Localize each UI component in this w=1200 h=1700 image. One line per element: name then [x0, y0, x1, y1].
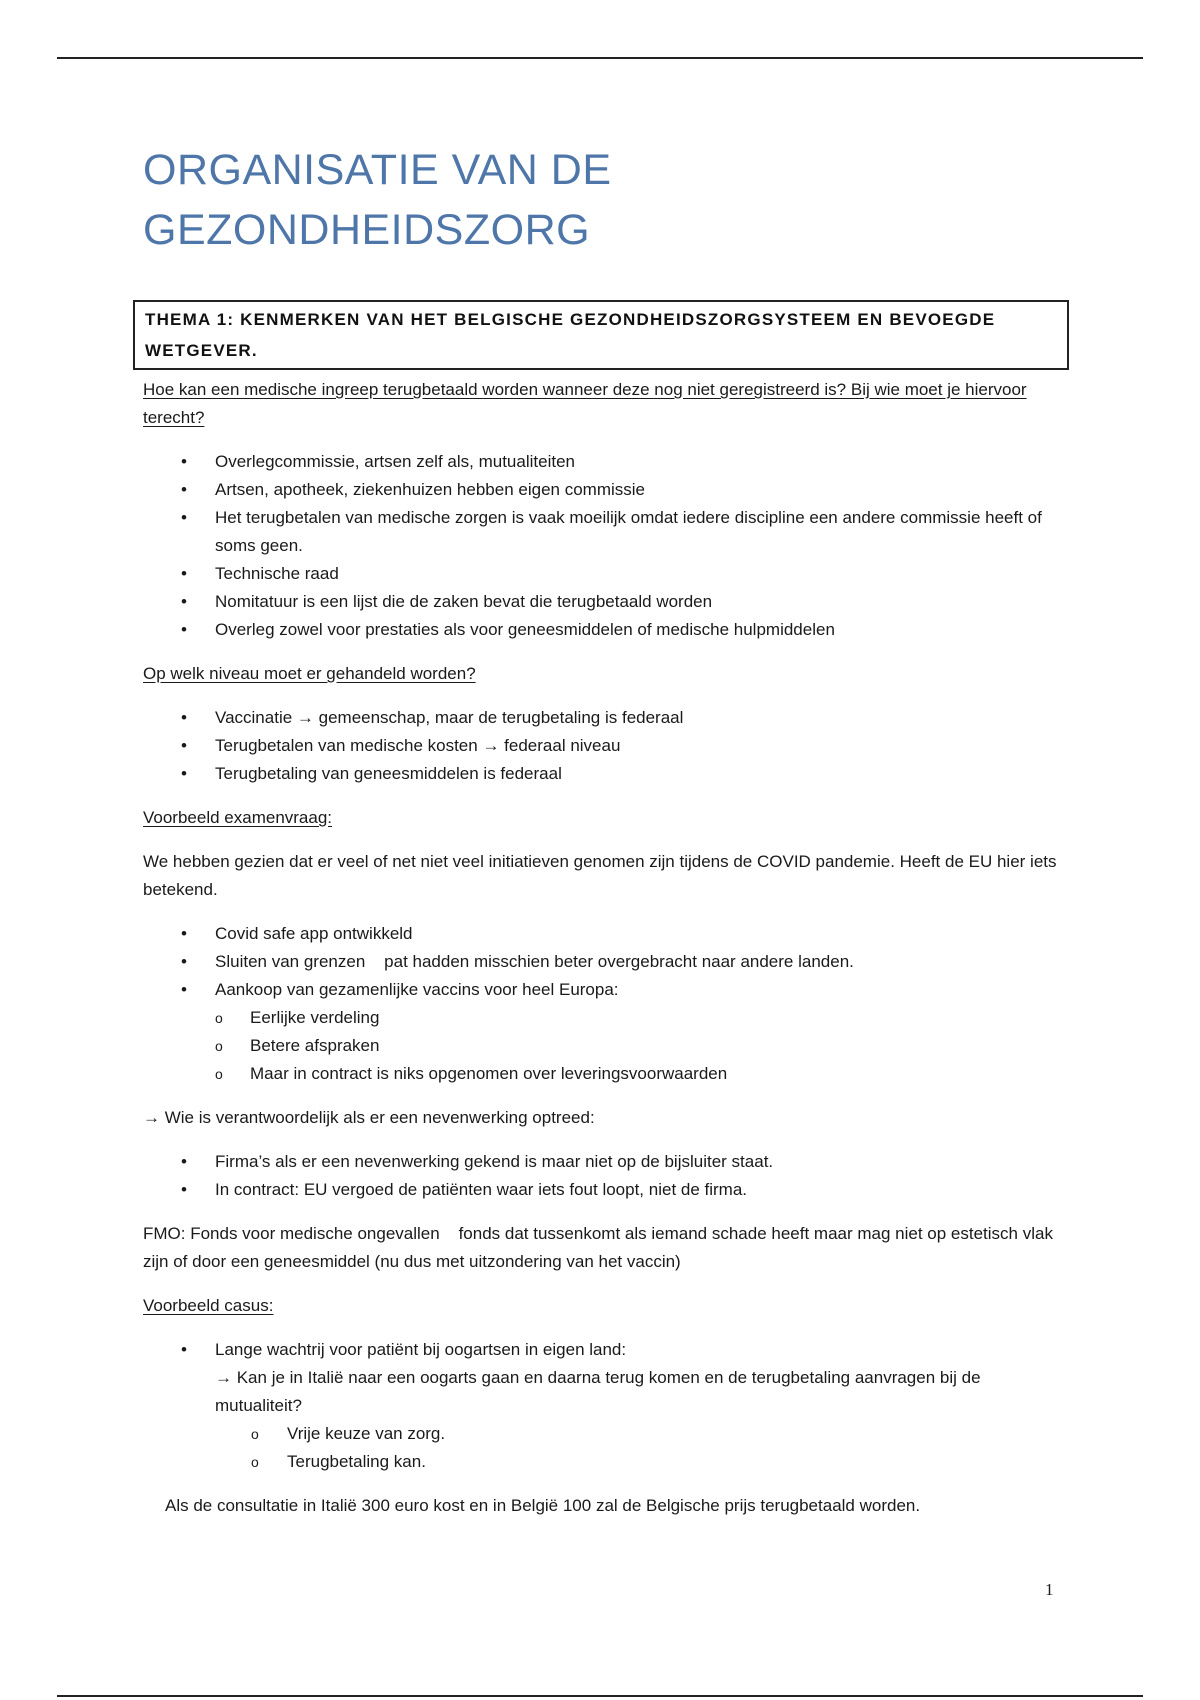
- section4-bullet-list: [143, 1336, 1065, 1476]
- bullet-icon: •: [181, 592, 187, 611]
- bullet-icon: •: [181, 508, 187, 527]
- list-item: • Sluiten van grenzen pat hadden misschien beter overgebracht naar andere landen.: [143, 948, 1065, 976]
- section3-bullet-list-2: [143, 1148, 1065, 1204]
- section1-bullet-list: [143, 448, 1065, 644]
- circle-bullet-icon: o: [251, 1454, 259, 1470]
- sub-list-item: o Eerlijke verdeling: [143, 1004, 1065, 1032]
- bullet-icon: •: [181, 620, 187, 639]
- bullet-icon: •: [181, 736, 187, 755]
- bullet-icon: •: [181, 980, 187, 999]
- footer-rule: [57, 1695, 1143, 1697]
- header-rule: [57, 57, 1143, 59]
- bullet-icon: •: [181, 924, 187, 943]
- bullet-icon: •: [181, 452, 187, 471]
- list-item: • Het terugbetalen van medische zorgen is vaak moeilijk omdat iedere discipline een andere commissie heeft of soms geen.: [143, 504, 1065, 560]
- list-item: • Vaccinatie → gemeenschap, maar de terugbetaling is federaal: [143, 704, 1065, 732]
- list-item: • Overlegcommissie, artsen zelf als, mutualiteiten: [143, 448, 1065, 476]
- page-number: 1: [1045, 1580, 1054, 1599]
- bullet-icon: •: [181, 952, 187, 971]
- list-item: • Firma’s als er een nevenwerking gekend is maar niet op de bijsluiter staat.: [143, 1148, 1065, 1176]
- section4-sub-list: [215, 1420, 1065, 1476]
- sub-list-item: o Vrije keuze van zorg.: [215, 1420, 1065, 1448]
- section3-paragraph: We hebben gezien dat er veel of net niet veel initiatieven genomen zijn tijdens de COVID pandemie. Heeft de EU hier iets betekend.: [143, 852, 1057, 899]
- section4-closing: Als de consultatie in Italië 300 euro kost en in België 100 zal de Belgische prijs terugbetaald worden.: [165, 1496, 921, 1515]
- circle-bullet-icon: o: [251, 1426, 259, 1442]
- section4-arrow-line: → Kan je in Italië naar een oogarts gaan en daarna terug komen en de terugbetaling aanvragen bij de mutualiteit?: [215, 1368, 981, 1415]
- section4-heading: Voorbeeld casus:: [143, 1296, 274, 1315]
- section1-question: Hoe kan een medische ingreep terugbetaald worden wanneer deze nog niet geregistreerd is? Bij wie moet je hiervoor terecht?: [143, 380, 1027, 427]
- bullet-icon: •: [181, 564, 187, 583]
- circle-bullet-icon: o: [215, 1038, 223, 1054]
- section3-bullet-list: [143, 920, 1065, 1088]
- list-item: • Aankoop van gezamenlijke vaccins voor heel Europa: o Eerlijke verdeling o Betere afspraken o Maar in contract is niks opgenomen over leveringsvoorwaarden: [143, 976, 1065, 1088]
- circle-bullet-icon: o: [215, 1066, 223, 1082]
- list-item: • Covid safe app ontwikkeld: [143, 920, 1065, 948]
- theme-heading-box: THEMA 1: KENMERKEN VAN HET BELGISCHE GEZONDHEIDSZORGSYSTEEM EN BEVOEGDE WETGEVER.: [133, 300, 1069, 370]
- circle-bullet-icon: o: [215, 1010, 223, 1026]
- bullet-icon: •: [181, 764, 187, 783]
- sub-list-item: o Terugbetaling kan.: [215, 1448, 1065, 1476]
- bullet-icon: •: [181, 1152, 187, 1171]
- list-item: • Terugbetaling van geneesmiddelen is federaal: [143, 760, 1065, 788]
- document-title: ORGANISATIE VAN DE GEZONDHEIDSZORG: [143, 146, 612, 254]
- bullet-icon: •: [181, 1180, 187, 1199]
- section2-bullet-list: [143, 704, 1065, 788]
- list-item: • In contract: EU vergoed de patiënten waar iets fout loopt, niet de firma.: [143, 1176, 1065, 1204]
- bullet-icon: •: [181, 1340, 187, 1359]
- document-page: [143, 140, 1065, 1536]
- list-item: • Terugbetalen van medische kosten → federaal niveau: [143, 732, 1065, 760]
- sub-list-item: o Maar in contract is niks opgenomen over leveringsvoorwaarden: [143, 1060, 1065, 1088]
- list-item: • Nomitatuur is een lijst die de zaken bevat die terugbetaald worden: [143, 588, 1065, 616]
- sub-list-item: o Betere afspraken: [143, 1032, 1065, 1060]
- list-item: • Lange wachtrij voor patiënt bij oogartsen in eigen land: → Kan je in Italië naar een oogarts gaan en daarna terug komen en de terugbetaling aanvragen bij de mutualiteit? o Vrije keuze van zorg. o Terugbetaling kan.: [143, 1336, 1065, 1476]
- section3-arrow-line: → Wie is verantwoordelijk als er een nevenwerking optreed:: [143, 1108, 595, 1127]
- list-item: • Artsen, apotheek, ziekenhuizen hebben eigen commissie: [143, 476, 1065, 504]
- section3-sub-list: [215, 1004, 1065, 1088]
- list-item: • Technische raad: [143, 560, 1065, 588]
- list-item: • Overleg zowel voor prestaties als voor geneesmiddelen of medische hulpmiddelen: [143, 616, 1065, 644]
- bullet-icon: •: [181, 708, 187, 727]
- fmo-paragraph: FMO: Fonds voor medische ongevallen fonds dat tussenkomt als iemand schade heeft maar mag niet op estetisch vlak zijn of door een geneesmiddel (nu dus met uitzondering van het vaccin): [143, 1224, 1058, 1271]
- bullet-icon: •: [181, 480, 187, 499]
- section3-heading: Voorbeeld examenvraag:: [143, 808, 333, 827]
- section2-question: Op welk niveau moet er gehandeld worden?: [143, 664, 476, 683]
